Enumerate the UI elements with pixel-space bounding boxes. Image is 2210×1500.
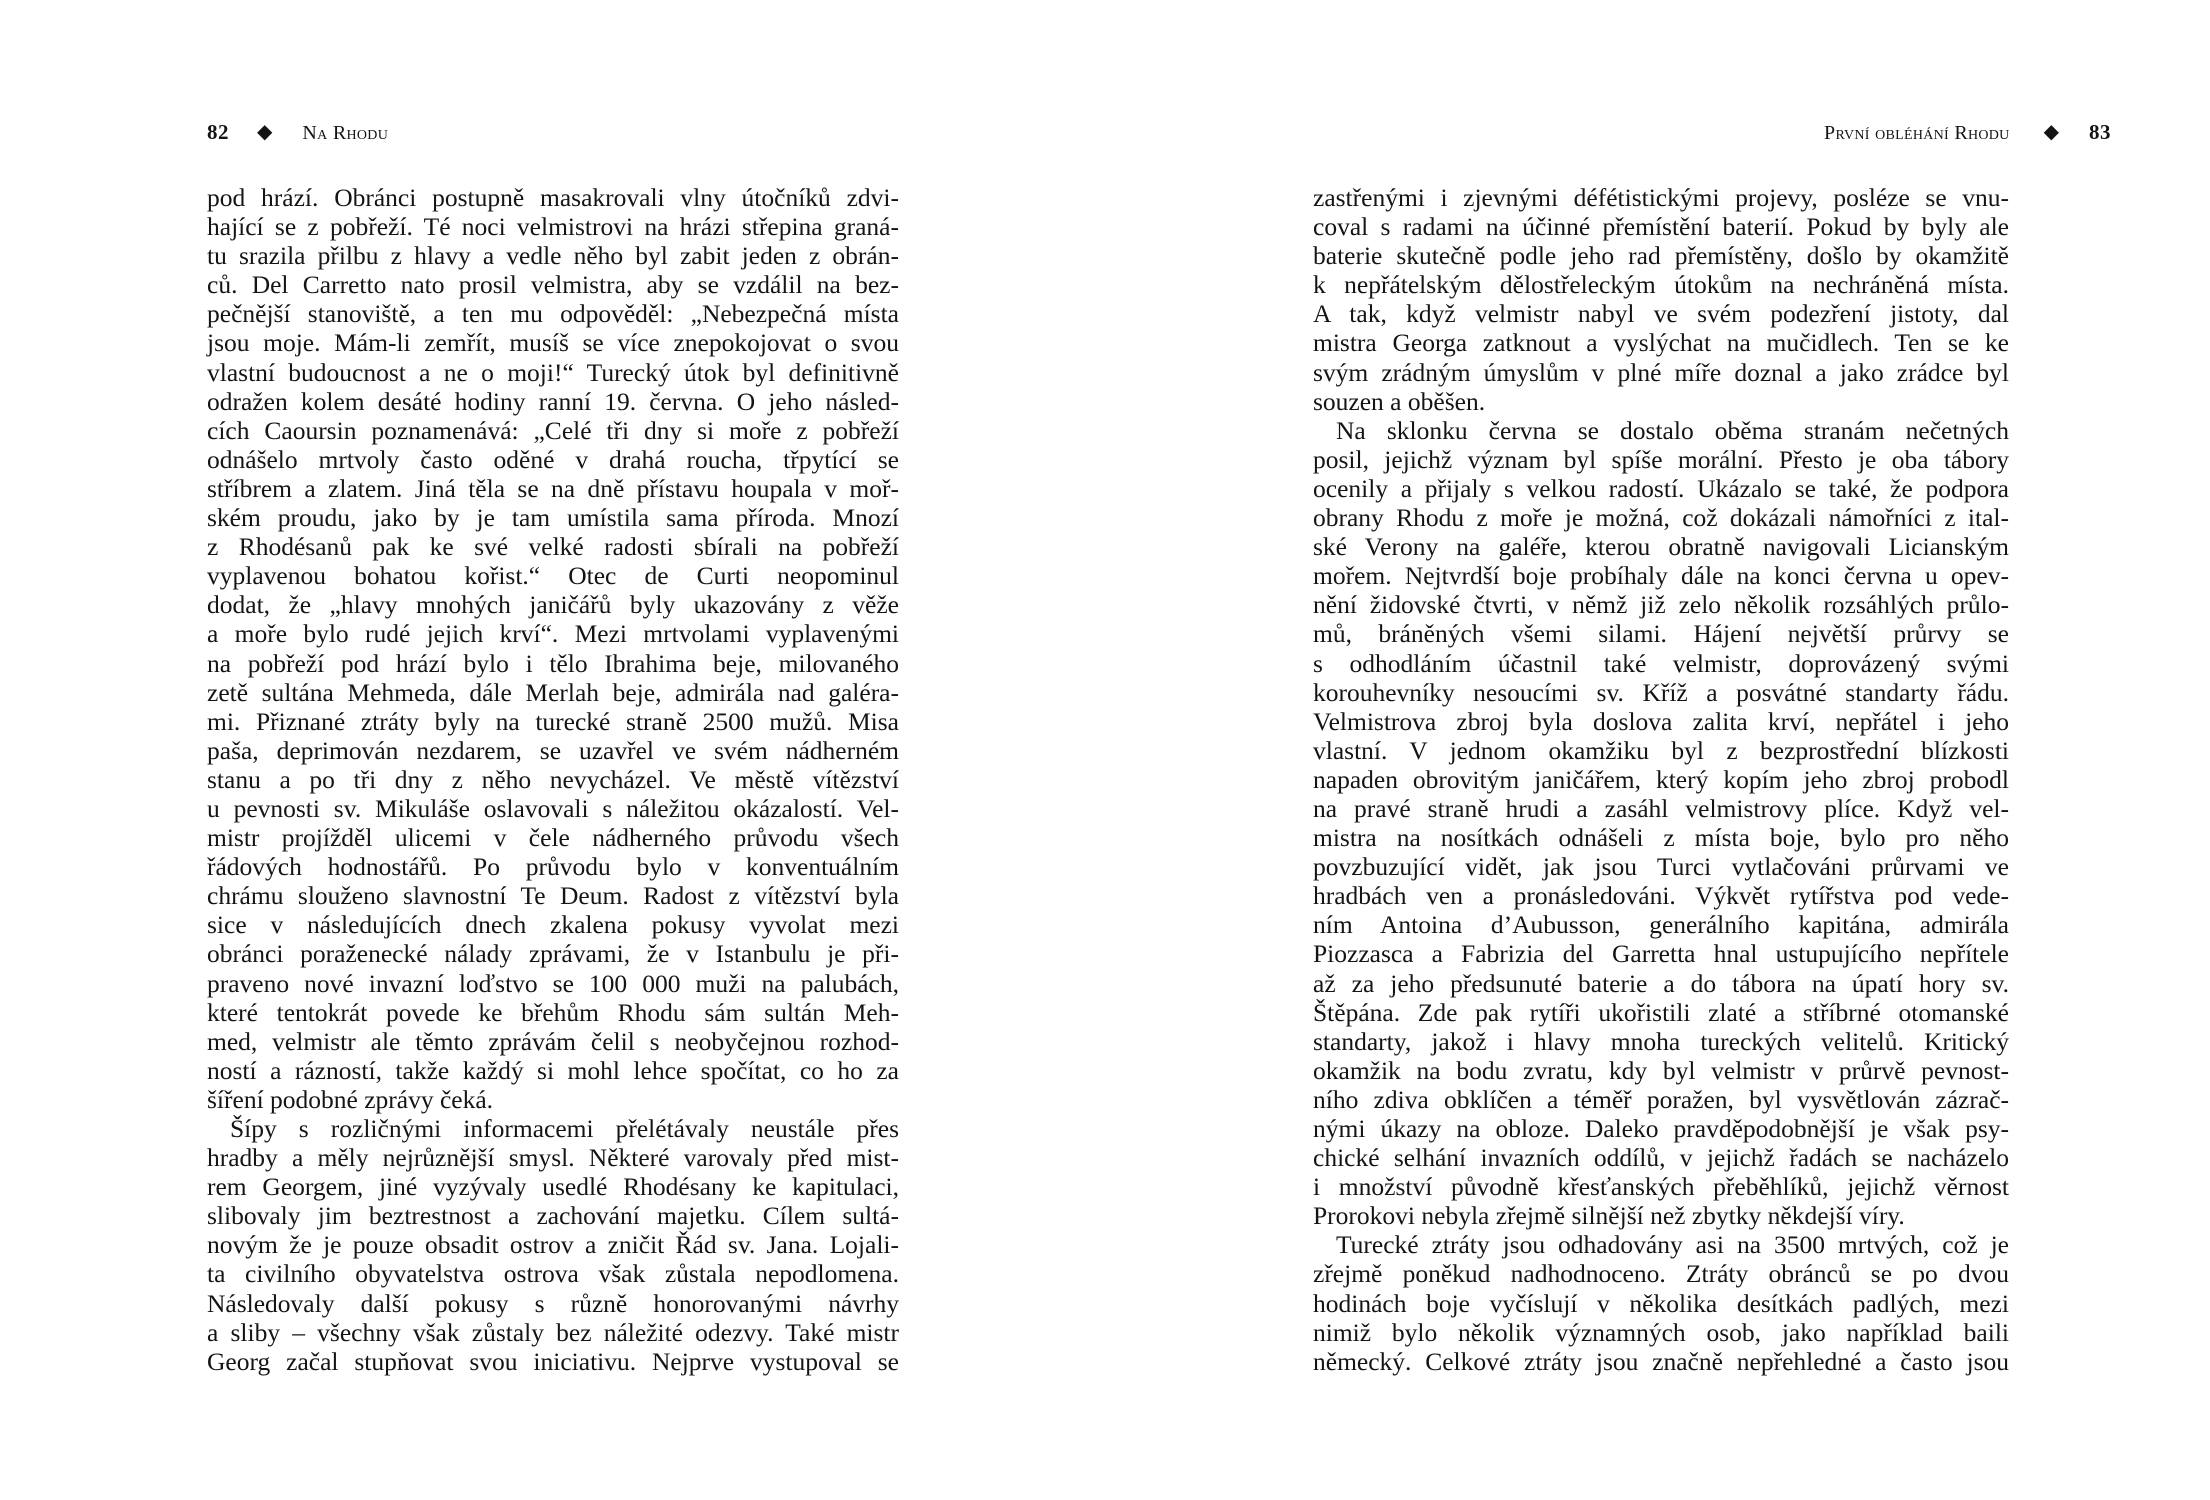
text-line: u pevnosti sv. Mikuláše oslavovali s náležitou okázalostí. Vel- bbox=[207, 793, 899, 823]
paragraph bbox=[207, 183, 899, 1114]
text-line: zetě sultána Mehmeda, dále Merlah beje, admirála nad galéra- bbox=[207, 677, 899, 707]
text-line: Na sklonku června se dostalo oběma stranám nečetných bbox=[1336, 415, 2009, 445]
text-line: praveno nové invazní loďstvo se 100 000 muži na palubách, bbox=[207, 968, 899, 998]
text-line: ta civilního obyvatelstva ostrova však zůstala nepodlomena. bbox=[207, 1259, 899, 1289]
text-line: ské Verony na galéře, kterou obratně navigovali Licianským bbox=[1313, 532, 2009, 562]
text-line: cích Caoursin poznamenává: „Celé tři dny si moře z pobřeží bbox=[207, 415, 899, 445]
text-line: hodinách boje vyčíslují v několika desítkách padlých, mezi bbox=[1313, 1288, 2009, 1318]
diamond-icon: ◆ bbox=[2043, 121, 2059, 143]
text-line: k nepřátelským dělostřeleckým útokům na nechráněná místa. bbox=[1313, 270, 2009, 300]
text-line: mistra na nosítkách odnášeli z místa boje, bylo pro něho bbox=[1313, 823, 2009, 853]
text-line: coval s radami na účinné přemístění baterií. Pokud by byly ale bbox=[1313, 212, 2009, 242]
page-number: 82 bbox=[207, 120, 229, 144]
text-line: nimiž bylo několik významných osob, jako například baili bbox=[1313, 1317, 2009, 1347]
text-line: pečnější stanoviště, a ten mu odpověděl: „Nebezpečná místa bbox=[207, 299, 899, 329]
text-line: které tentokrát povede ke břehům Rhodu sám sultán Meh- bbox=[207, 997, 899, 1027]
running-title: První obléhání Rhodu bbox=[1824, 122, 2010, 144]
text-line: nění židovské čtvrti, v němž již zelo několik rozsáhlých průlo- bbox=[1313, 590, 2009, 620]
text-line: odražen kolem desáté hodiny ranní 19. června. O jeho násled- bbox=[207, 386, 899, 416]
text-line: hradby a měly nejrůznější smysl. Některé varovaly před mist- bbox=[207, 1143, 899, 1173]
body-text bbox=[207, 183, 899, 1376]
text-line: chrámu slouženo slavnostní Te Deum. Radost z vítězství byla bbox=[207, 881, 899, 911]
text-line: Štěpána. Zde pak rytíři ukořistili zlaté a stříbrné otomanské bbox=[1313, 997, 2009, 1027]
text-line: baterie skutečně podle jeho rad přemístěny, došlo by okamžitě bbox=[1313, 241, 2009, 271]
body-text bbox=[1313, 183, 2009, 1376]
diamond-icon: ◆ bbox=[257, 121, 273, 143]
text-line: paša, deprimován nezdarem, se uzavřel ve svém nádherném bbox=[207, 735, 899, 765]
text-line: ností a rázností, takže každý si mohl lehce spočítat, co ho za bbox=[207, 1055, 899, 1085]
text-line: okamžik na bodu zvratu, kdy byl velmistr v průrvě pevnost- bbox=[1313, 1055, 2009, 1085]
text-line: obrany Rhodu z moře je možná, což dokázali námořníci z ital- bbox=[1313, 503, 2009, 533]
text-line: Velmistrova zbroj byla doslova zalita krví, nepřátel i jeho bbox=[1313, 706, 2009, 736]
text-line: německý. Celkové ztráty jsou značně nepřehledné a často jsou bbox=[1313, 1346, 2009, 1376]
text-line: s odhodláním účastnil také velmistr, doprovázený svými bbox=[1313, 648, 2009, 678]
paragraph bbox=[207, 1114, 899, 1376]
text-line: korouhevníky nesoucími sv. Kříž a posvátné standarty řádu. bbox=[1313, 677, 2009, 707]
paragraph bbox=[1313, 416, 2009, 1231]
text-line: šíření podobné zprávy čeká. bbox=[207, 1084, 494, 1114]
text-line: A tak, když velmistr nabyl ve svém podezření jistoty, dal bbox=[1313, 299, 2009, 329]
text-line: jsou moje. Mám-li zemřít, musíš se více znepokojovat o svou bbox=[207, 328, 899, 358]
right-page bbox=[1105, 0, 2210, 1500]
text-line: nými úkazy na obloze. Daleko pravděpodobnější je však psy- bbox=[1313, 1114, 2009, 1143]
text-line: med, velmistr ale těmto zprávám čelil s neobyčejnou rozhod- bbox=[207, 1026, 899, 1056]
text-line: Turecké ztráty jsou odhadovány asi na 3500 mrtvých, což je bbox=[1336, 1230, 2009, 1260]
text-line: Georg začal stupňovat svou iniciativu. Nejprve vystupoval se bbox=[207, 1346, 899, 1376]
text-line: Piozzasca a Fabrizia del Garretta hnal ustupujícího nepřítele bbox=[1313, 939, 2009, 969]
text-line: z Rhodésanů pak ke své velké radosti sbírali na pobřeží bbox=[207, 532, 899, 562]
running-title: Na Rhodu bbox=[302, 122, 389, 144]
text-line: rem Georgem, jiné vyzývaly usedlé Rhodésany ke kapitulaci, bbox=[207, 1172, 899, 1202]
text-line: slibovaly jim beztrestnost a zachování majetku. Cílem sultá- bbox=[207, 1201, 899, 1231]
text-line: vlastní. V jednom okamžiku byl z bezprostřední blízkosti bbox=[1313, 735, 2009, 765]
text-line: souzen a oběšen. bbox=[1313, 386, 1486, 416]
text-line: zastřenými i zjevnými défétistickými projevy, posléze se vnu- bbox=[1313, 183, 2009, 212]
text-line: sice v následujících dnech zkalena pokusy vyvolat mezi bbox=[207, 910, 899, 940]
text-line: stříbrem a zlatem. Jiná těla se na dně přístavu houpala v moř- bbox=[207, 473, 899, 503]
text-line: Následovaly další pokusy s různě honorovanými návrhy bbox=[207, 1288, 899, 1318]
text-line: i množství původně křesťanských přeběhlíků, jejichž věrnost bbox=[1313, 1172, 2009, 1202]
page-number: 83 bbox=[2089, 120, 2111, 144]
text-line: napaden obrovitým janičářem, který kopím jeho zbroj probodl bbox=[1313, 764, 2009, 794]
text-line: tu srazila přilbu z hlavy a vedle něho byl zabit jeden z obrán- bbox=[207, 241, 899, 271]
text-line: standarty, jakož i hlavy mnoha tureckých velitelů. Kritický bbox=[1313, 1026, 2009, 1056]
text-line: a moře bylo rudé jejich krví“. Mezi mrtvolami vyplavenými bbox=[207, 619, 899, 649]
text-line: mořem. Nejtvrdší boje probíhaly dále na konci června u opev- bbox=[1313, 561, 2009, 591]
text-line: a sliby – všechny však zůstaly bez náležité odezvy. Také mistr bbox=[207, 1317, 899, 1347]
text-line: ců. Del Carretto nato prosil velmistra, aby se vzdálil na bez- bbox=[207, 270, 899, 300]
paragraph bbox=[1313, 183, 2009, 416]
text-line: Šípy s rozličnými informacemi přelétávaly neustále přes bbox=[230, 1114, 899, 1143]
running-head bbox=[207, 118, 388, 146]
text-line: řádových hodnostářů. Po průvodu bylo v konventuálním bbox=[207, 852, 899, 882]
text-line: svým zrádným úmyslům v plné míře doznal a jako zrádce byl bbox=[1313, 357, 2009, 387]
text-line: vyplavenou bohatou kořist.“ Otec de Curti neopominul bbox=[207, 561, 899, 591]
text-line: hající se z pobřeží. Té noci velmistrovi na hrázi střepina graná- bbox=[207, 212, 899, 242]
text-line: na pravé straně hrudi a zasáhl velmistrovy plíce. Když vel- bbox=[1313, 793, 2009, 823]
text-line: obránci poraženecké nálady zprávami, že v Istanbulu je při- bbox=[207, 939, 899, 969]
text-line: posil, jejichž význam byl spíše morální. Přesto je oba tábory bbox=[1313, 444, 2009, 474]
text-line: ního zdiva obklíčen a téměř poražen, byl vysvětlován zázrač- bbox=[1313, 1084, 2009, 1114]
text-line: ním Antoina d’Aubusson, generálního kapitána, admirála bbox=[1313, 910, 2009, 940]
text-line: Prorokovi nebyla zřejmě silnější než zbytky někdejší víry. bbox=[1313, 1201, 1905, 1231]
text-line: mistr projížděl ulicemi v čele nádherného průvodu všech bbox=[207, 823, 899, 853]
text-line: mistra Georga zatknout a vyslýchat na mučidlech. Ten se ke bbox=[1313, 328, 2009, 358]
text-line: novým že je pouze obsadit ostrov a zničit Řád sv. Jana. Lojali- bbox=[207, 1230, 899, 1260]
text-line: ocenily a přijaly s velkou radostí. Ukázalo se také, že podpora bbox=[1313, 473, 2009, 503]
text-line: dodat, že „hlavy mnohých janičářů byly ukazovány z věže bbox=[207, 590, 899, 620]
text-line: pod hrází. Obránci postupně masakrovali vlny útočníků zdvi- bbox=[207, 183, 899, 212]
text-line: hradbách ven a pronásledováni. Výkvět rytířstva pod vede- bbox=[1313, 881, 2009, 911]
text-line: až za jeho předsunuté baterie a do tábora na úpatí hory sv. bbox=[1313, 968, 2009, 998]
text-line: odnášelo mrtvoly často oděné v drahá roucha, třpytící se bbox=[207, 444, 899, 474]
paragraph bbox=[1313, 1230, 2009, 1375]
text-line: ském proudu, jako by je tam umístila sama příroda. Mnozí bbox=[207, 503, 899, 533]
text-line: stanu a po tři dny z něho nevycházel. Ve městě vítězství bbox=[207, 764, 899, 794]
text-line: na pobřeží pod hrází bylo i tělo Ibrahima beje, milovaného bbox=[207, 648, 899, 678]
text-line: chické selhání invazních oddílů, v jejichž řadách se nacházelo bbox=[1313, 1143, 2009, 1173]
text-line: mů, bráněných všemi silami. Hájení největší průrvy se bbox=[1313, 619, 2009, 649]
text-line: povzbuzující vidět, jak jsou Turci vytlačováni průrvami ve bbox=[1313, 852, 2009, 882]
running-head bbox=[1824, 118, 2111, 146]
text-line: vlastní budoucnost a ne o moji!“ Turecký útok byl definitivně bbox=[207, 357, 899, 387]
text-line: zřejmě poněkud nadhodnoceno. Ztráty obránců se po dvou bbox=[1313, 1259, 2009, 1289]
text-line: mi. Přiznané ztráty byly na turecké straně 2500 mužů. Misa bbox=[207, 706, 899, 736]
